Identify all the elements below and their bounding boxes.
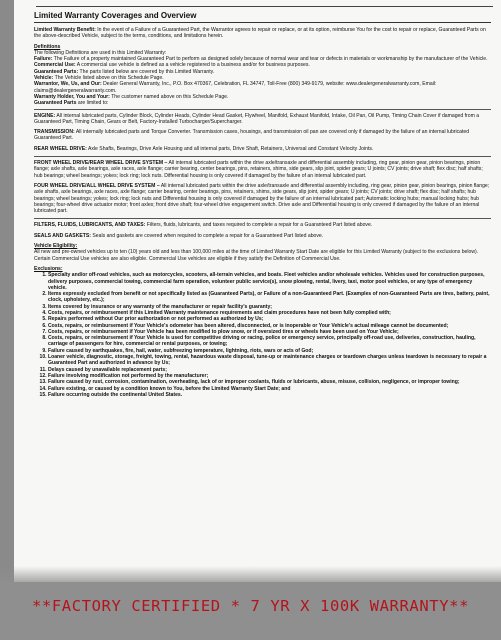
definitions-section — [34, 44, 491, 107]
warranty-banner-text: **FACTORY CERTIFIED * 7 YR X 100K WARRANTY** — [32, 597, 469, 615]
definitions-list — [34, 56, 491, 106]
definition-text: Dealer General Warranty, Inc., P.O. Box 470367, Celebration, FL 34747, Toll-Free (800) 349-9179, website: www.dealergeneralwarranty.com, Email: claims@dealergeneralwarranty.com. — [34, 81, 437, 94]
definition-text: The Vehicle listed above on this Schedule Page. — [54, 75, 164, 82]
definition-term: Failure: — [34, 56, 53, 63]
section-divider — [34, 218, 491, 219]
definitions-intro: The following Definitions are used in this Limited Warranty: — [34, 49, 167, 56]
eligibility-heading: Vehicle Eligibility: — [34, 243, 78, 250]
coverage-text: All internal lubricated parts, Cylinder Block, Cylinder Heads, Cylinder Head Gasket, Flywheel, Manifold, Exhaust Manifold, Intake, Oil Pan, Oil Pump, Timing Chain Cover if damaged from a Guaranteed Part, Timing Chain, Gears or Belt, Factory-Installed Turbocharger/Supercharger. — [34, 112, 480, 125]
eligibility-text: All new and pre-owned vehicles up to ten (10) years old and less than 100,000 miles at the time of Limited Warranty Start Date are eligible for this Limited Warranty (subject to the exclusions below). Certain Commercial Use vehicles are also eligible. Commercial Use vehicles are eligible if they satisfy the Definition of Commercial Use. — [34, 249, 479, 262]
title-rule — [34, 22, 491, 23]
coverage-paragraph — [34, 222, 491, 228]
definition-term: Warranty Holder, You and Your: — [34, 93, 110, 100]
coverage-label: FRONT WHEEL DRIVE/REAR WHEEL DRIVE SYSTEM – — [34, 160, 168, 167]
coverage-paragraph — [34, 183, 491, 214]
coverage-text: All internal lubricated parts within the drive axle/transaxle and differential assembly including, ring gear, pinion gear, pinion bearings, pinion flange; axle shafts, axle bearings, axle races, axle flange; carrier bearing, center bearings, pins, retainers, shims, side gears, slip joint, spider gears; U joints; CV joints; drive shaft; flex disc; half shafts; hub bearings; wheel bearings; yokes; lock ring; lock nuts. Differential housing is only covered if damaged by the failure of an internal lubricated part. — [34, 160, 483, 179]
definition-text: The Failure of a property maintained Guaranteed Part to perform as designed solely because of normal wear and tear or defects in materials or workmanship by the manufacturer of the Vehicle. — [53, 56, 488, 63]
definition-term: Guaranteed Parts — [34, 100, 77, 107]
coverage-text: All internally lubricated parts and Torque Converter. Transmission cases, housings, and transmission oil pan are covered only if damaged by the failure of an internal lubricated Guaranteed Part. — [34, 129, 470, 142]
definition-term: Warrantor, We, Us, and Our: — [34, 81, 102, 88]
coverage-label: SEALS AND GASKETS: — [34, 232, 91, 239]
warranty-document-page — [14, 0, 501, 640]
coverage-text: Axle Shafts, Bearings, Drive Axle Housing and all internal parts, Drive Shaft, Retainers, Universal and Constant Velocity Joints. — [87, 145, 374, 152]
exclusion-item: 10. Loaner vehicle, diagnostic, storage, freight, towing, rental, hazardous waste disposal, tune-up or maintenance charges or teardown charges unless teardown is necessary to repair a Guaranteed Part and authorized in advance by Us; — [48, 354, 491, 367]
definition-item — [34, 100, 491, 106]
definition-term: Guaranteed Parts: — [34, 68, 79, 75]
document-title: Limited Warranty Coverages and Overview — [34, 11, 197, 20]
exclusion-item: 5. Repairs performed without Our prior authorization or not performed as authorized by Us; — [48, 316, 491, 322]
definition-text: The customer named above on this Schedule Page. — [111, 93, 229, 100]
coverages-list — [34, 113, 491, 239]
definition-text: A commercial use vehicle is defined as a vehicle registered to a business and/or for business purposes. — [76, 62, 310, 69]
coverage-paragraph — [34, 146, 491, 152]
coverage-paragraph — [34, 113, 491, 126]
coverage-text: Filters, fluids, lubricants, and taxes required to complete a repair for a Guaranteed Part listed above. — [146, 222, 373, 229]
exclusions-list — [34, 272, 491, 398]
definition-text: The parts listed below are covered by this Limited Warranty. — [79, 68, 215, 75]
coverage-label: ENGINE: — [34, 112, 56, 119]
coverage-label: FILTERS, FLUIDS, LUBRICANTS, AND TAXES: — [34, 222, 146, 229]
coverage-text: All internal lubricated parts within the drive axle/transaxle and differential assembly including, ring gear, pinion gear, pinion bearings, pinion flange; axle shafts, axle bearings, axle races, axle flange; carrier bearing, center bearings, pins, retainers, shims, side gears, slip joint, spider gears; U joints; CV joints; drive shaft; flex disc; half shafts; hub bearings; wheel bearings; yokes; lock ring; lock nuts and Differential housing is only covered if damaged by the failure of an internal lubricated part; Automatic locking hubs; manual locking hubs; hub bearings; four-wheel drive actuator motor; front axles; front drive shaft; four-wheel drive engagement switch. Drive axle and Differential housing is only covered if damaged by the failure of an internal lubricated part. — [34, 182, 490, 215]
exclusion-item: 11. Delays caused by unavailable replacement parts; — [48, 367, 491, 373]
eligibility-section — [34, 243, 491, 262]
exclusions-heading: Exclusions: — [34, 265, 63, 272]
exclusion-item: 3. Items covered by insurance or any warranty of the manufacturer or repair facility's guaranty; — [48, 304, 491, 310]
benefit-text: In the event of a Failure of a Guaranteed Part, the Warrantor agrees to repair or replace, or at its option, reimburse You for the cost to repair or replace, Guaranteed Parts on the above-described Vehicle, subject to the terms, conditions, and limitations herein. — [34, 27, 486, 40]
top-rule — [36, 6, 493, 7]
exclusion-item: 14. Failure existing, or caused by a condition known to You, before the Limited Warranty Start Date; and — [48, 386, 491, 392]
benefit-paragraph — [34, 27, 491, 40]
exclusion-item: 9. Failure caused by earthquakes, fire, hail, water, subfreezing temperature, lightning, riots, wars or acts of God; — [48, 348, 491, 354]
exclusions-section — [34, 266, 491, 398]
exclusion-item: 8. Costs, repairs, or reimbursement if Your Vehicle is used for competitive driving or racing, police or emergency service, principally off-road use, deliveries, construction, hauling, carriage of passengers for hire, commercial or rental purposes, or towing; — [48, 335, 491, 348]
exclusion-item: 6. Costs, repairs, or reimbursement if Your Vehicle's odometer has been altered, disconnected, or is inoperable or Your Vehicle's actual mileage cannot be documented; — [48, 323, 491, 329]
coverage-paragraph — [34, 233, 491, 239]
definition-text: are limited to: — [77, 100, 109, 107]
section-divider — [34, 156, 491, 157]
exclusion-item: 4. Costs, repairs, or reimbursement if this Limited Warranty maintenance requirements and claim procedures have not been fully complied with; — [48, 310, 491, 316]
exclusion-item: 15. Failure occurring outside the continental United States. — [48, 392, 491, 398]
section-divider — [34, 109, 491, 110]
coverage-paragraph — [34, 129, 491, 142]
document-body — [34, 27, 491, 398]
coverage-text: Seals and gaskets are covered when required to complete a repair for a Guaranteed Part listed above. — [92, 232, 324, 239]
definition-term: Commercial Use: — [34, 62, 76, 69]
exclusion-item: 1. Specialty and/or off-road vehicles, such as motorcycles, scooters, all-terrain vehicles, and boats. Fleet vehicles and/or wholesale vehicles. Vehicles used for construction purposes, delivery purposes, commercial towing, commercial farm operation, volunteer public service(s), snow plowing, rental, livery, taxi, motor pool vehicles, or any type of emergency vehicle. — [48, 272, 491, 291]
benefit-label: Limited Warranty Benefit: — [34, 27, 96, 33]
coverage-paragraph — [34, 160, 491, 179]
exclusion-item: 13. Failure caused by rust, corrosion, contamination, overheating, lack of or improper coolants, fluids or lubricants, abuse, misuse, collision, negligence, or improper towing; — [48, 379, 491, 385]
coverage-label: FOUR WHEEL DRIVE/ALL WHEEL DRIVE SYSTEM – — [34, 182, 160, 189]
coverage-label: TRANSMISSION: — [34, 129, 75, 136]
definitions-heading: Definitions — [34, 43, 61, 50]
exclusion-item: 7. Costs, repairs, or reimbursement if Your Vehicle has been modified to plow snow, or if oversized tires or wheels have been used on Your Vehicle; — [48, 329, 491, 335]
definition-item — [34, 81, 491, 94]
exclusion-item: 2. Items expressly excluded from benefit or not specifically listed as (Guaranteed Parts), or Failure of a non-Guaranteed Part. (Examples of non-Guaranteed Parts are tires, battery, paint, clock, upholstery, etc.); — [48, 291, 491, 304]
coverage-label: REAR WHEEL DRIVE: — [34, 145, 87, 152]
definition-term: Vehicle: — [34, 75, 54, 82]
exclusion-item: 12. Failure involving modification not performed by the manufacturer; — [48, 373, 491, 379]
